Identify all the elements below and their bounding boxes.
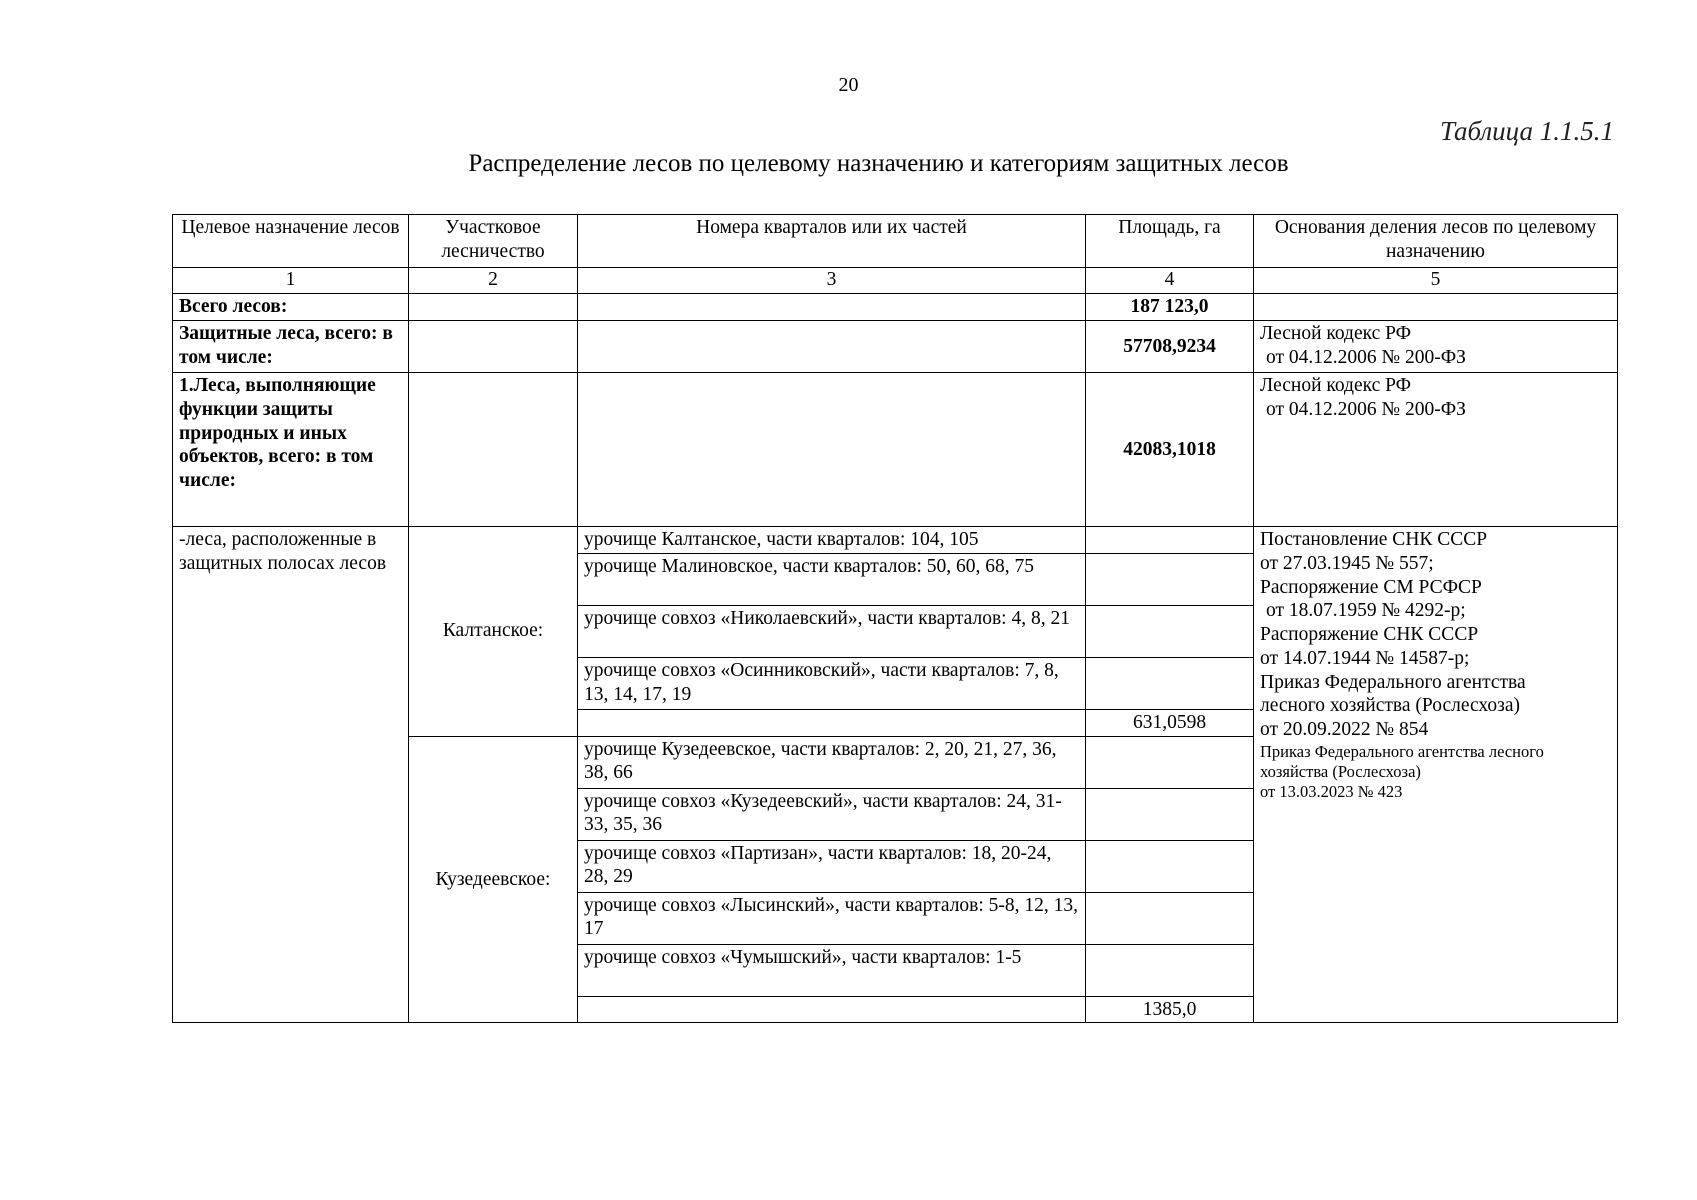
forestry-area-total: 631,0598 xyxy=(1086,709,1254,736)
col-number: 3 xyxy=(578,268,1086,294)
forest-distribution-table xyxy=(172,214,1618,1023)
header-forestry: Участковое лесничество xyxy=(409,215,578,268)
subcategory-basis xyxy=(1254,527,1618,1023)
page-number: 20 xyxy=(838,74,859,96)
block-text: урочище совхоз «Осинниковский», части кварталов: 7, 8, 13, 14, 17, 19 xyxy=(578,657,1086,709)
forestry-area-total: 1385,0 xyxy=(1086,996,1254,1023)
header-area: Площадь, га xyxy=(1086,215,1254,268)
category-1-basis xyxy=(1254,373,1618,527)
basis-small-date: от 13.03.2023 № 423 xyxy=(1260,781,1403,801)
block-area xyxy=(1086,553,1254,605)
basis-line: Приказ Федерального агентства xyxy=(1260,671,1526,693)
protective-label: Защитные леса, всего: в том числе: xyxy=(173,321,409,373)
block-area xyxy=(1086,892,1254,944)
basis-line: Распоряжение СНК СССР xyxy=(1260,624,1479,646)
col-number: 5 xyxy=(1254,268,1618,294)
empty-cell xyxy=(578,996,1086,1023)
basis-line: от 18.07.1959 № 4292-р; xyxy=(1266,600,1466,622)
basis-line: от 04.12.2006 № 200-ФЗ xyxy=(1266,398,1466,420)
basis-line: от 04.12.2006 № 200-ФЗ xyxy=(1266,346,1466,368)
block-area xyxy=(1086,527,1254,554)
category-1-row xyxy=(173,373,1618,527)
col-number: 2 xyxy=(409,268,578,294)
total-label: Всего лесов: xyxy=(173,294,409,321)
empty-cell xyxy=(409,321,578,373)
basis-small-text: Приказ Федерального агентства лесного хозяйства (Рослесхоза) xyxy=(1260,742,1544,781)
protective-basis xyxy=(1254,321,1618,373)
forestry-name: Кузедеевское: xyxy=(409,736,578,1023)
total-area: 187 123,0 xyxy=(1086,294,1254,321)
header-blocks: Номера кварталов или их частей xyxy=(578,215,1086,268)
category-1-label: 1.Леса, выполняющие функции защиты природных и иных объектов, всего: в том числе: xyxy=(173,373,409,527)
forestry-name: Калтанское: xyxy=(409,527,578,737)
basis-line: от 27.03.1945 № 557; xyxy=(1260,552,1434,574)
block-area xyxy=(1086,605,1254,657)
block-text: урочище Кузедеевское, части кварталов: 2, 20, 21, 27, 36, 38, 66 xyxy=(578,736,1086,788)
block-text: урочище совхоз «Кузедеевский», части кварталов: 24, 31-33, 35, 36 xyxy=(578,788,1086,840)
block-row xyxy=(173,527,1618,554)
block-text: урочище совхоз «Партизан», части кварталов: 18, 20-24, 28, 29 xyxy=(578,840,1086,892)
block-text: урочище совхоз «Николаевский», части кварталов: 4, 8, 21 xyxy=(578,605,1086,657)
subcategory-label: -леса, расположенные в защитных полосах лесов xyxy=(173,527,409,1023)
basis-line: от 20.09.2022 № 854 xyxy=(1260,719,1429,741)
basis-line: Распоряжение СМ РСФСР xyxy=(1260,576,1482,598)
block-area xyxy=(1086,657,1254,709)
block-text: урочище совхоз «Лысинский», части кварталов: 5-8, 12, 13, 17 xyxy=(578,892,1086,944)
block-text: урочище Калтанское, части кварталов: 104, 105 xyxy=(578,527,1086,554)
basis-line: Лесной кодекс РФ xyxy=(1260,375,1412,396)
block-area xyxy=(1086,788,1254,840)
total-row xyxy=(173,294,1618,321)
document-title: Распределение лесов по целевому назначению и категориям защитных лесов xyxy=(468,150,1289,177)
header-row xyxy=(173,215,1618,268)
block-area xyxy=(1086,840,1254,892)
basis-line: Постановление СНК СССР xyxy=(1260,529,1488,550)
empty-cell xyxy=(409,373,578,527)
empty-cell xyxy=(578,373,1086,527)
block-text: урочище Малиновское, части кварталов: 50, 60, 68, 75 xyxy=(578,553,1086,605)
total-basis xyxy=(1254,294,1618,321)
col-number: 1 xyxy=(173,268,409,294)
empty-cell xyxy=(578,294,1086,321)
block-area xyxy=(1086,736,1254,788)
table-label: Таблица 1.1.5.1 xyxy=(1439,116,1614,146)
category-1-area: 42083,1018 xyxy=(1086,373,1254,527)
protective-area: 57708,9234 xyxy=(1086,321,1254,373)
basis-line: лесного хозяйства (Рослесхоза) xyxy=(1260,695,1520,717)
empty-cell xyxy=(409,294,578,321)
column-number-row xyxy=(173,268,1618,294)
header-purpose: Целевое назначение лесов xyxy=(173,215,409,268)
block-text: урочище совхоз «Чумышский», части кварталов: 1-5 xyxy=(578,944,1086,996)
header-basis: Основания деления лесов по целевому назначению xyxy=(1254,215,1618,268)
basis-line: от 14.07.1944 № 14587-р; xyxy=(1260,647,1470,669)
empty-cell xyxy=(578,709,1086,736)
block-area xyxy=(1086,944,1254,996)
empty-cell xyxy=(578,321,1086,373)
col-number: 4 xyxy=(1086,268,1254,294)
protective-row xyxy=(173,321,1618,373)
basis-line: Лесной кодекс РФ xyxy=(1260,323,1412,344)
